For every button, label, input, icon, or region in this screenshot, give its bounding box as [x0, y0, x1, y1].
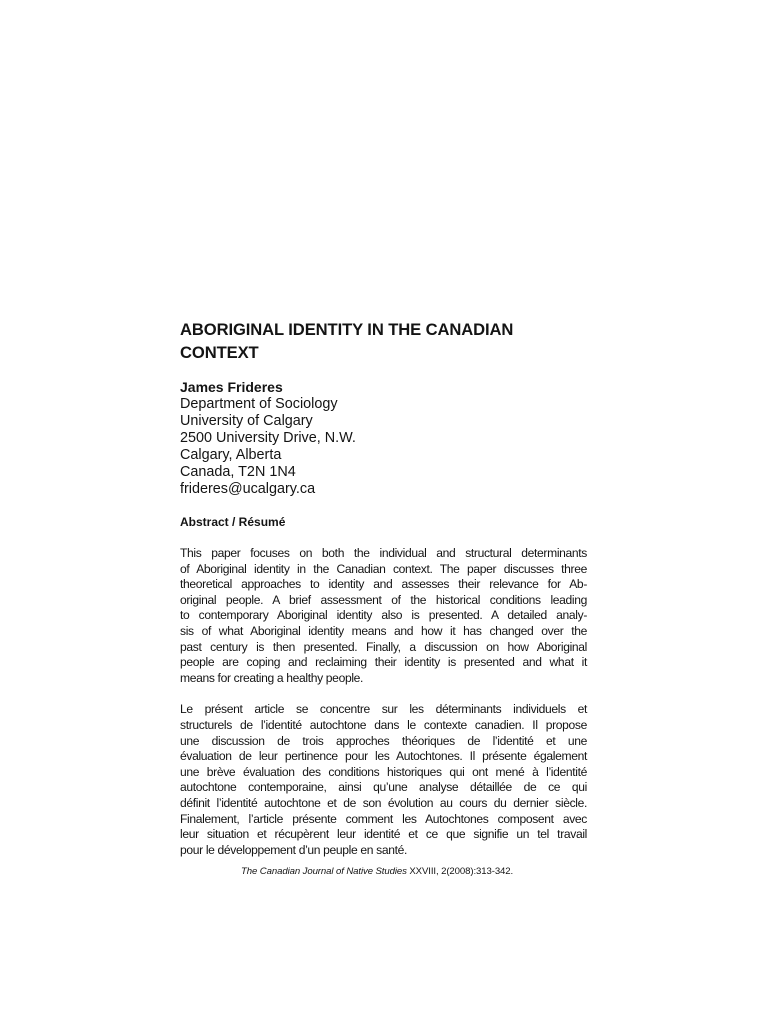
affiliation-country-postal: Canada, T2N 1N4	[180, 464, 296, 480]
affiliation-department: Department of Sociology	[180, 396, 338, 412]
article-title-line-2: CONTEXT	[180, 343, 259, 362]
abstract-fr-line: Finalement, l’article présente comment les Autochtones composent avec	[180, 811, 587, 826]
author-email: frideres@ucalgary.ca	[180, 481, 316, 497]
abstract-fr-line: une brève évaluation des conditions historiques qui ont mené à l’identité	[180, 764, 587, 779]
abstract-en-line: to contemporary Aboriginal identity also is presented. A detailed analy-	[180, 608, 587, 623]
abstract-fr-line: autochtone contemporaine, ainsi qu’une analyse détaillée de ce qui	[180, 780, 587, 795]
author-name: James Frideres	[180, 379, 283, 395]
abstract-fr-line: définit l’identité autochtone et de son évolution au cours du dernier siècle.	[180, 795, 587, 810]
affiliation-city: Calgary, Alberta	[180, 447, 282, 463]
abstract-en-line: sis of what Aboriginal identity means and how it has changed over the	[180, 623, 587, 638]
abstract-heading: Abstract / Résumé	[180, 515, 286, 529]
citation-details: XXVIII, 2(2008):313-342.	[406, 866, 514, 877]
abstract-en-line: theoretical approaches to identity and assesses their relevance for Ab-	[180, 577, 587, 592]
abstract-french	[180, 702, 587, 858]
abstract-fr-line: structurels de l’identité autochtone dans le contexte canadien. Il propose	[180, 717, 587, 732]
affiliation-street: 2500 University Drive, N.W.	[180, 430, 356, 446]
journal-citation	[241, 866, 513, 878]
abstract-en-line: past century is then presented. Finally, a discussion on how Aboriginal	[180, 639, 587, 654]
abstract-en-line: of Aboriginal identity in the Canadian context. The paper discusses three	[180, 561, 587, 576]
abstract-fr-line: évaluation de leur pertinence pour les Autochtones. Il présente également	[180, 749, 587, 764]
abstract-en-line: people are coping and reclaiming their identity is presented and what it	[180, 655, 587, 670]
abstract-en-line: original people. A brief assessment of the historical conditions leading	[180, 592, 587, 607]
article-title-line-1: ABORIGINAL IDENTITY IN THE CANADIAN	[180, 320, 514, 339]
article-first-page	[180, 318, 587, 858]
abstract-fr-line: Le présent article se concentre sur les déterminants individuels et	[180, 702, 587, 717]
abstract-english	[180, 546, 587, 686]
abstract-fr-line: pour le développement d’un peuple en santé.	[180, 842, 408, 857]
journal-name: The Canadian Journal of Native Studies	[241, 866, 407, 877]
author-block	[180, 379, 587, 498]
abstract-en-line: This paper focuses on both the individual and structural determinants	[180, 546, 587, 560]
article-title	[180, 318, 587, 364]
abstract-en-line: means for creating a healthy people.	[180, 670, 364, 685]
abstract-fr-line: une discussion de trois approches théoriques de l’identité et une	[180, 733, 587, 748]
abstract-fr-line: leur situation et récupèrent leur identité et ce que signifie un tel travail	[180, 827, 587, 842]
affiliation-university: University of Calgary	[180, 413, 313, 429]
